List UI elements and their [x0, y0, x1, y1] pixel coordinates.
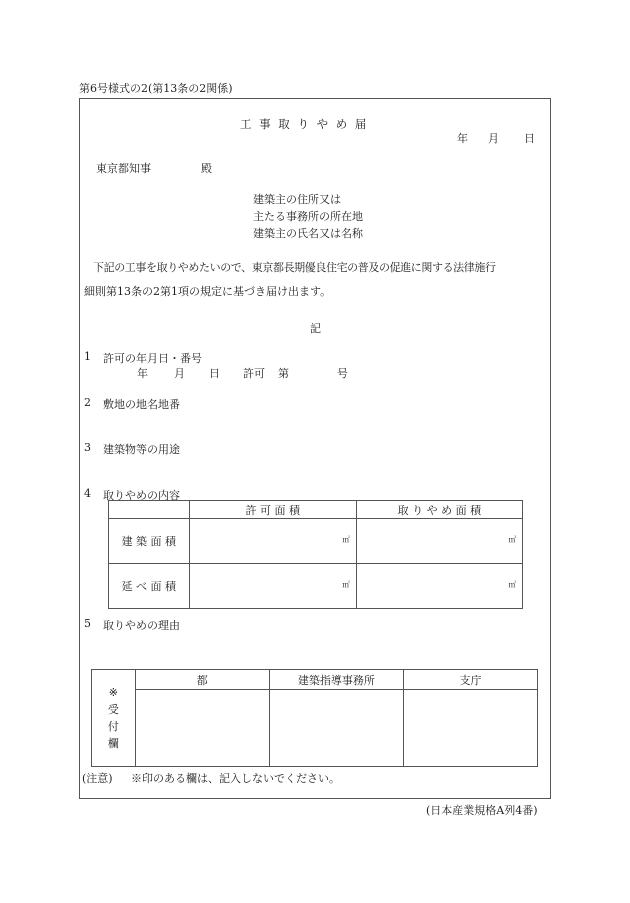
item1-day: 日 [209, 367, 220, 380]
item5-number: 5 [84, 617, 91, 630]
item1-year: 年 [137, 367, 148, 380]
item1-go: 号 [337, 367, 348, 380]
area-table-corner-cell [109, 501, 190, 519]
body-text-line1: 下記の工事を取りやめたいので、東京都長期優良住宅の普及の促進に関する法律施行 [93, 261, 496, 274]
reception-col-office: 建築指導事務所 [269, 670, 403, 690]
addressee-name: 東京都知事 [96, 162, 151, 175]
reception-table-header-row [92, 670, 538, 690]
square-meter-unit: ㎡ [508, 535, 516, 544]
date-day-label: 日 [524, 132, 535, 145]
reception-table [91, 669, 538, 767]
form-title: 工 事 取 り や め 届 [240, 117, 369, 131]
applicant-office-label: 主たる事務所の所在地 [253, 210, 363, 223]
paper-standard-note: (日本産業規格A列4番) [426, 804, 538, 817]
item4-label: 取りやめの内容 [103, 489, 180, 502]
item5-label: 取りやめの理由 [103, 619, 180, 632]
square-meter-unit: ㎡ [508, 580, 516, 589]
item1-label: 許可の年月日・番号 [103, 352, 202, 365]
applicant-name-label: 建築主の氏名又は名称 [253, 227, 363, 240]
square-meter-unit: ㎡ [342, 535, 350, 544]
reception-cell-office [269, 690, 403, 767]
area-table-cell [356, 564, 522, 609]
item2-number: 2 [84, 396, 91, 409]
item2-label: 敷地の地名地番 [103, 398, 180, 411]
item4-number: 4 [84, 487, 91, 500]
applicant-address-label: 建築主の住所又は [253, 193, 341, 206]
body-text-line2: 細則第13条の2第1項の規定に基づき届け出ます。 [84, 285, 332, 298]
area-table-row-floor [109, 564, 523, 609]
reception-cell-branch [403, 690, 537, 767]
area-table-cell [189, 564, 356, 609]
reception-char: 受 [107, 703, 119, 716]
square-meter-unit: ㎡ [342, 580, 350, 589]
reception-char: 欄 [107, 737, 119, 750]
reception-col-branch: 支庁 [403, 670, 537, 690]
form-number: 第6号様式の2(第13条の2関係) [79, 82, 233, 95]
item1-dai: 第 [278, 367, 289, 380]
reception-char: 付 [107, 720, 119, 733]
note-label: (注意) [82, 772, 113, 785]
area-table [108, 500, 523, 609]
area-table-row-building [109, 519, 523, 564]
date-year-label: 年 [457, 132, 468, 145]
area-table-cell [356, 519, 522, 564]
area-table-row-label: 延 べ 面 積 [109, 564, 190, 609]
reception-col-tokyo: 都 [135, 670, 269, 690]
area-table-header-cancel: 取 り や め 面 積 [356, 501, 522, 519]
item1-month: 月 [174, 367, 185, 380]
item3-label: 建築物等の用途 [103, 443, 180, 456]
area-table-row-label: 建 築 面 積 [109, 519, 190, 564]
item3-number: 3 [84, 441, 91, 454]
ki-heading: 記 [310, 322, 321, 335]
note-text: ※印のある欄は、記入しないでください。 [131, 772, 340, 785]
item1-kyoka: 許可 [243, 367, 265, 380]
addressee-honorific: 殿 [201, 162, 212, 175]
reception-cell-tokyo [135, 690, 269, 767]
date-month-label: 月 [488, 132, 499, 145]
item1-number: 1 [84, 350, 91, 363]
reception-mark: ※ [108, 686, 118, 699]
area-table-cell [189, 519, 356, 564]
reception-side-label [92, 670, 136, 767]
reception-table-body-row [92, 690, 538, 767]
area-table-header-row [109, 501, 523, 519]
area-table-header-permit: 許 可 面 積 [189, 501, 356, 519]
